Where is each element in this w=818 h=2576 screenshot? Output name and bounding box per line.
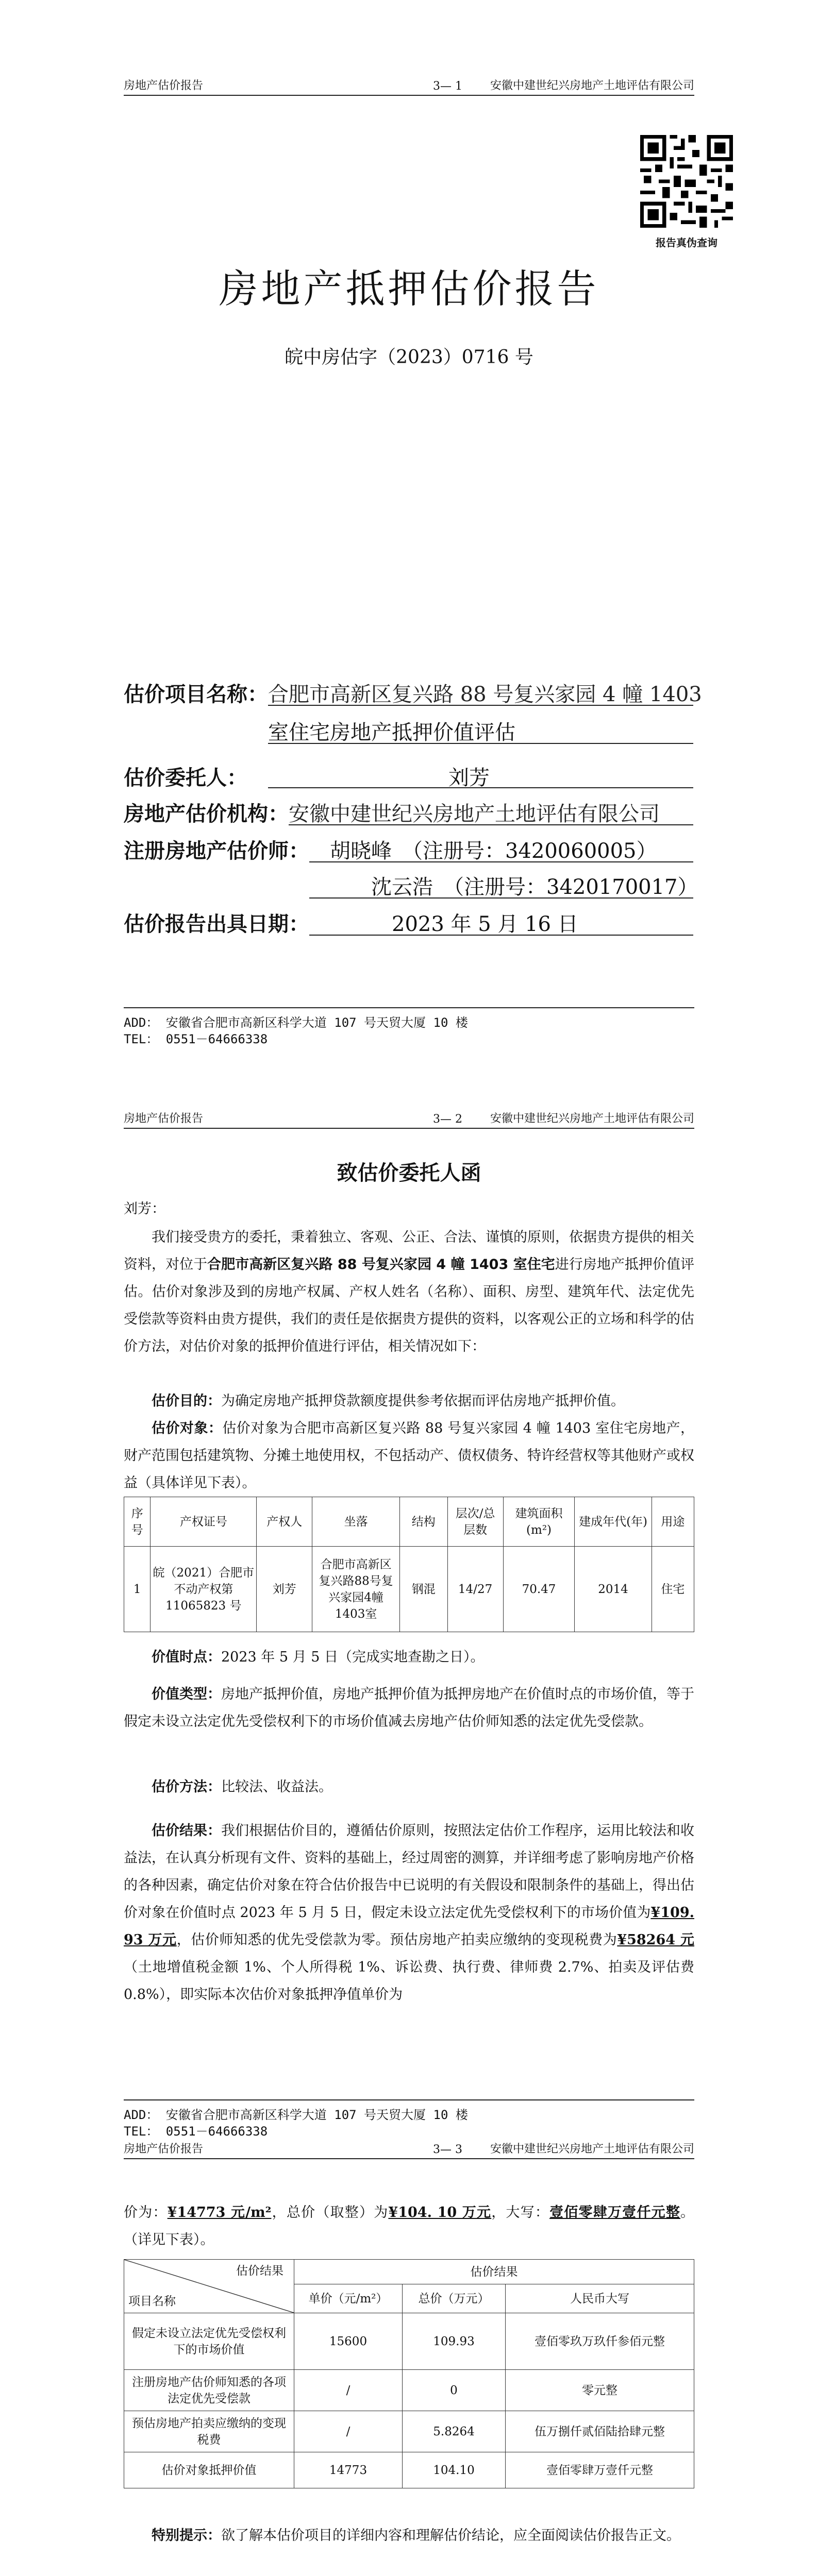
row-unit: 14773	[294, 2452, 403, 2488]
th-rmb: 人民币大写	[506, 2284, 694, 2313]
result-text-c: （土地增值税金额 1%、个人所得税 1%、诉讼费、执行费、律师费 2.7%、拍卖及评估费 0.8%），即实际本次估价对象抵押净值单价为	[124, 1959, 694, 2003]
report-date-label: 估价报告出具日期：	[124, 912, 309, 936]
letter-intro	[124, 1224, 694, 1360]
td-no: 1	[124, 1547, 151, 1632]
report-date-value: 2023 年 5 月 16 日	[392, 912, 578, 936]
td-use: 住宅	[652, 1547, 694, 1632]
table-row	[124, 2313, 694, 2370]
project-name-line2: 室住宅房地产抵押价值评估	[268, 721, 515, 744]
report-title: 房地产抵押估价报告	[219, 266, 599, 312]
unit-price: ¥14773 元/m²	[167, 2205, 272, 2221]
result-text-b: ，估价师知悉的优先受偿款为零。预估房地产拍卖应缴纳的变现税费为	[176, 1932, 617, 1948]
qr-code-icon[interactable]	[640, 135, 733, 228]
letter-salutation: 刘芳：	[124, 1201, 165, 1217]
valuation-result-table	[124, 2259, 694, 2488]
header-rule	[124, 95, 694, 96]
row-rmb: 壹佰零玖万玖仟参佰元整	[506, 2313, 694, 2370]
purpose-text: 为确定房地产抵押贷款额度提供参考依据而评估房地产抵押价值。	[221, 1393, 625, 1409]
footer-rule	[124, 2099, 694, 2100]
th-item: 项目名称	[128, 2295, 176, 2308]
row-unit: /	[294, 2370, 403, 2411]
value-type-paragraph	[124, 1681, 694, 1735]
total-price: ¥104. 10 万元	[388, 2205, 492, 2221]
result-text-a: 我们根据估价目的，遵循估价原则，按照法定估价工作程序，运用比较法和收益法，在认真分析现有文件、资料的基础上，经过周密的测算，并详细考虑了影响房地产价格的各种因素，确定估价对象在符合估价报告中已说明的有关假设和限制条件的基础上，得出估价对象在价值时点 2023 年 5 月 5 日，假定未设立法定优先受偿权利下的市场价值为	[124, 1823, 694, 1921]
row-total: 5.8264	[403, 2411, 506, 2452]
market-value: ¥109. 93 万元	[124, 1905, 694, 1948]
value-type-label: 价值类型：	[152, 1686, 221, 1702]
client-value: 刘芳	[448, 766, 490, 790]
project-underline-1	[268, 705, 693, 706]
row-item: 注册房地产估价师知悉的各项法定优先受偿款	[124, 2370, 294, 2411]
letter-title: 致估价委托人函	[337, 1161, 481, 1185]
agency-label: 房地产估价机构：	[124, 802, 289, 826]
row-rmb: 壹佰零肆万壹仟元整	[506, 2452, 694, 2488]
intro-part-b: 进行房地产抵押价值评估。估价对象涉及到的房地产权属、产权人姓名（名称）、面积、房型、建筑年代、法定优先受偿款等资料由贵方提供，我们的责任是依据贵方提供的资料，以客观公正的立场和科学的估价方法，对估价对象的抵押价值进行评估，相关情况如下：	[124, 1257, 695, 1354]
row-unit: 15600	[294, 2313, 403, 2370]
td-area: 70.47	[503, 1547, 575, 1632]
header-right: 安徽中建世纪兴房地产土地评估有限公司	[490, 2143, 694, 2156]
table-row	[124, 1547, 694, 1632]
project-name-line1: 合肥市高新区复兴路 88 号复兴家园 4 幢 1403	[268, 683, 702, 706]
object-text: 估价对象为合肥市高新区复兴路 88 号复兴家园 4 幢 1403 室住宅房地产，财产范围包括建筑物、分摊土地使用权，不包括动产、债权债务、特许经营权等其他财产或权益（具体详见下表）。	[124, 1420, 695, 1491]
row-total: 0	[403, 2370, 506, 2411]
th-location: 坐落	[312, 1497, 400, 1547]
td-year: 2014	[575, 1547, 652, 1632]
table-row	[124, 2452, 694, 2488]
header-page: 3— 2	[433, 1113, 462, 1126]
appraiser-underline-1	[309, 861, 693, 862]
property-table	[124, 1497, 694, 1632]
appraiser-row	[124, 835, 309, 864]
agency-underline	[289, 824, 693, 825]
appraiser-2: 沈云浩 （注册号：3420170017）	[371, 875, 698, 899]
object-paragraph	[124, 1415, 694, 1497]
result-text-d: ，总价（取整）为	[271, 2205, 389, 2221]
row-item: 假定未设立法定优先受偿权利下的市场价值	[124, 2313, 294, 2370]
result-text-e: ，大写：	[491, 2205, 550, 2221]
client-row	[124, 761, 247, 791]
footer-tel: TEL： 0551－64666338	[124, 1032, 268, 1046]
th-result: 估价结果	[294, 2260, 694, 2284]
total-upper: 壹佰零肆万壹仟元整	[549, 2205, 681, 2221]
appraiser-underline-2	[309, 897, 693, 899]
purpose-label: 估价目的：	[152, 1393, 221, 1409]
project-name-label: 估价项目名称：	[124, 683, 268, 706]
td-location: 合肥市高新区复兴路88号复兴家园4幢1403室	[312, 1547, 400, 1632]
intro-part-a: 我们接受贵方的委托，秉着独立、客观、公正、合法、谨慎的原则，依据贵方提供的相关资料，对位于	[124, 1229, 694, 1273]
header-left: 房地产估价报告	[124, 79, 204, 92]
appraiser-label: 注册房地产估价师：	[124, 839, 309, 863]
header-page: 3— 3	[433, 2143, 462, 2156]
special-note-text: 欲了解本估价项目的详细内容和理解估价结论，应全面阅读估价报告正文。	[221, 2528, 680, 2544]
value-date-label: 价值时点：	[152, 1649, 221, 1665]
appraiser-1: 胡晓峰 （注册号：3420060005）	[330, 839, 657, 863]
cover-page	[0, 0, 818, 1048]
th-cert: 产权证号	[151, 1497, 257, 1547]
td-cert: 皖（2021）合肥市不动产权第11065823 号	[151, 1547, 257, 1632]
row-rmb: 零元整	[506, 2370, 694, 2411]
row-total: 109.93	[403, 2313, 506, 2370]
th-owner: 产权人	[257, 1497, 312, 1547]
purpose-paragraph	[124, 1387, 694, 1415]
result-text-f: 。（详见下表）。	[124, 2205, 695, 2248]
header-page: 3— 1	[433, 80, 462, 93]
result-continued-line	[124, 2199, 694, 2253]
th-area: 建筑面积(m²)	[503, 1497, 575, 1547]
th-no: 序号	[124, 1497, 151, 1547]
qr-label: 报告真伪查询	[656, 236, 717, 249]
th-use: 用途	[652, 1497, 694, 1547]
th-total-price: 总价（万元）	[403, 2284, 506, 2313]
header-rule	[124, 1128, 694, 1129]
result-label: 估价结果：	[152, 1823, 221, 1839]
header-right: 安徽中建世纪兴房地产土地评估有限公司	[490, 79, 694, 92]
td-floor: 14/27	[447, 1547, 503, 1632]
report-date-underline	[309, 935, 693, 936]
footer-tel: TEL： 0551－64666338	[124, 2124, 268, 2139]
value-date-paragraph	[124, 1643, 694, 1671]
method-label: 估价方法：	[152, 1779, 221, 1795]
page-header	[124, 77, 694, 96]
table-header-row	[124, 1497, 694, 1547]
method-text: 比较法、收益法。	[221, 1779, 332, 1795]
special-note	[124, 2522, 694, 2549]
table-row	[124, 2370, 694, 2411]
client-underline	[268, 787, 693, 788]
header-rule	[124, 2158, 694, 2159]
th-structure: 结构	[399, 1497, 447, 1547]
row-item: 估价对象抵押价值	[124, 2452, 294, 2488]
agency-row	[124, 798, 660, 827]
th-unit-price: 单价（元/m²）	[294, 2284, 403, 2313]
page-header	[124, 1110, 694, 1129]
header-left: 房地产估价报告	[124, 2143, 204, 2156]
td-owner: 刘芳	[257, 1547, 312, 1632]
row-unit: /	[294, 2411, 403, 2452]
special-note-label: 特别提示：	[152, 2528, 221, 2544]
document-number: 皖中房估字（2023）0716 号	[285, 347, 533, 368]
table2-header-top	[124, 2260, 694, 2284]
client-label: 估价委托人：	[124, 766, 247, 790]
page-footer	[124, 2099, 694, 2140]
page-footer	[124, 1007, 694, 1047]
th-item-diagonal	[124, 2260, 294, 2313]
footer-address: ADD： 安徽省合肥市高新区科学大道 107 号天贸大厦 10 楼	[124, 2108, 468, 2122]
th-year: 建成年代(年)	[575, 1497, 652, 1547]
row-total: 104.10	[403, 2452, 506, 2488]
report-date-row	[124, 908, 309, 937]
result-unit-lead: 价为：	[124, 2205, 168, 2221]
project-underline-2	[268, 743, 693, 744]
header-left: 房地产估价报告	[124, 1112, 204, 1125]
td-structure: 钢混	[399, 1547, 447, 1632]
method-paragraph	[124, 1773, 694, 1801]
project-name-row	[124, 678, 702, 707]
value-type-text: 房地产抵押价值，房地产抵押价值为抵押房地产在价值时点的市场价值，等于假定未设立法定优先受偿权利下的市场价值减去房地产估价师知悉的法定优先受偿款。	[124, 1686, 694, 1730]
table-row	[124, 2411, 694, 2452]
tax-value: ¥58264 元	[617, 1932, 695, 1948]
row-rmb: 伍万捌仟贰佰陆拾肆元整	[506, 2411, 694, 2452]
object-label: 估价对象：	[152, 1420, 223, 1436]
intro-address: 合肥市高新区复兴路 88 号复兴家园 4 幢 1403 室住宅	[207, 1257, 555, 1273]
page-header	[124, 2141, 694, 2159]
row-item: 预估房地产拍卖应缴纳的变现税费	[124, 2411, 294, 2452]
result-paragraph	[124, 1817, 694, 2008]
header-right: 安徽中建世纪兴房地产土地评估有限公司	[490, 1112, 694, 1125]
value-date-text: 2023 年 5 月 5 日（完成实地查勘之日）。	[221, 1649, 485, 1665]
agency-value: 安徽中建世纪兴房地产土地评估有限公司	[289, 802, 660, 826]
footer-address: ADD： 安徽省合肥市高新区科学大道 107 号天贸大厦 10 楼	[124, 1015, 468, 1030]
footer-rule	[124, 1007, 694, 1008]
th-floor: 层次/总层数	[447, 1497, 503, 1547]
th-result-corner: 估价结果	[236, 2264, 283, 2278]
